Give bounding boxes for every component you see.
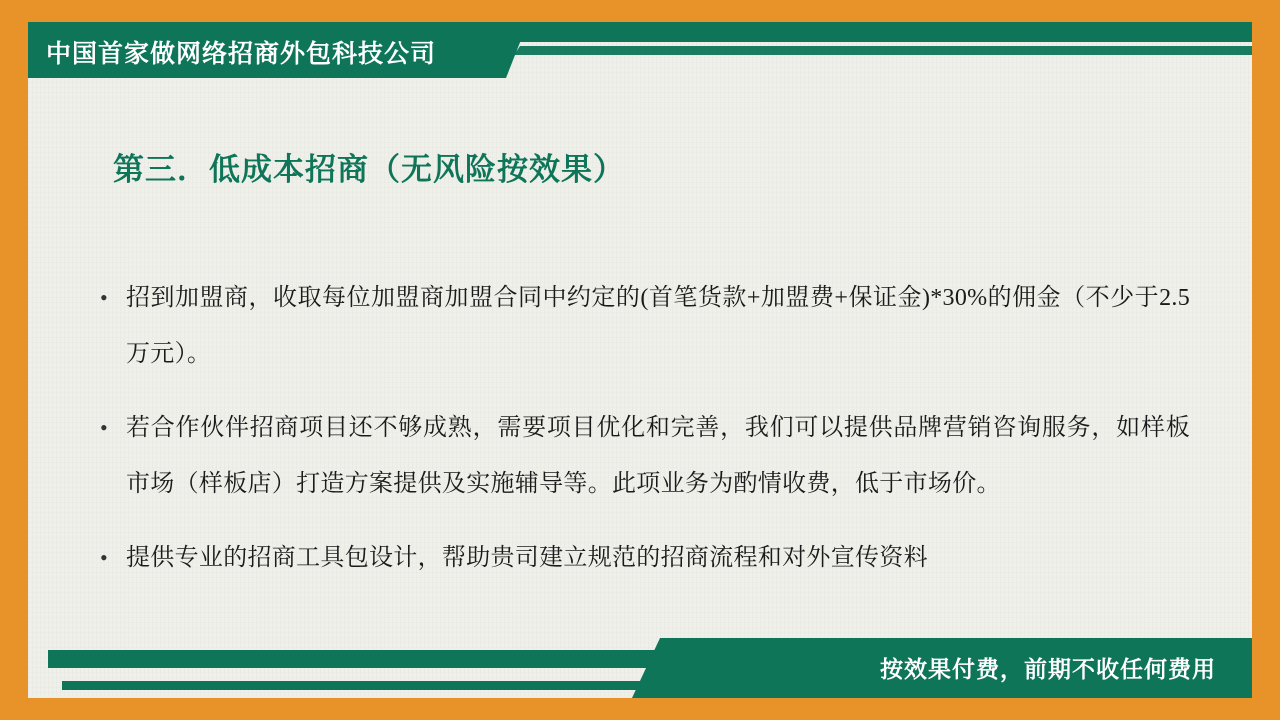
header-accent-stripe-1 [502,22,1252,42]
footer-accent-stripe-2 [62,681,662,690]
header-band [28,22,1252,78]
bullet-dot-icon: • [100,545,108,570]
header-accent-stripe-2 [514,46,1252,55]
bullet-text: 招到加盟商，收取每位加盟商加盟合同中约定的(首笔货款+加盟费+保证金)*30%的佣金（不少于2.5万元）。 [126,285,1190,367]
slide-content-panel [28,22,1252,698]
footer-accent-stripe-1 [48,650,668,668]
slide-title: 第三．低成本招商（无风险按效果） [113,152,625,187]
footer-slogan: 按效果付费，前期不收任何费用 [880,656,1216,682]
list-item [100,400,1190,512]
bullet-dot-icon: • [100,285,108,310]
bullet-text: 若合作伙伴招商项目还不够成熟，需要项目优化和完善，我们可以提供品牌营销咨询服务，如样板市场（样板店）打造方案提供及实施辅导等。此项业务为酌情收费，低于市场价。 [126,415,1190,497]
list-item [100,270,1190,382]
bullet-text: 提供专业的招商工具包设计，帮助贵司建立规范的招商流程和对外宣传资料 [126,545,928,571]
bullet-list [100,270,1190,604]
company-tagline: 中国首家做网络招商外包科技公司 [46,40,437,68]
list-item [100,530,1190,586]
footer-band [28,638,1252,698]
bullet-dot-icon: • [100,415,108,440]
